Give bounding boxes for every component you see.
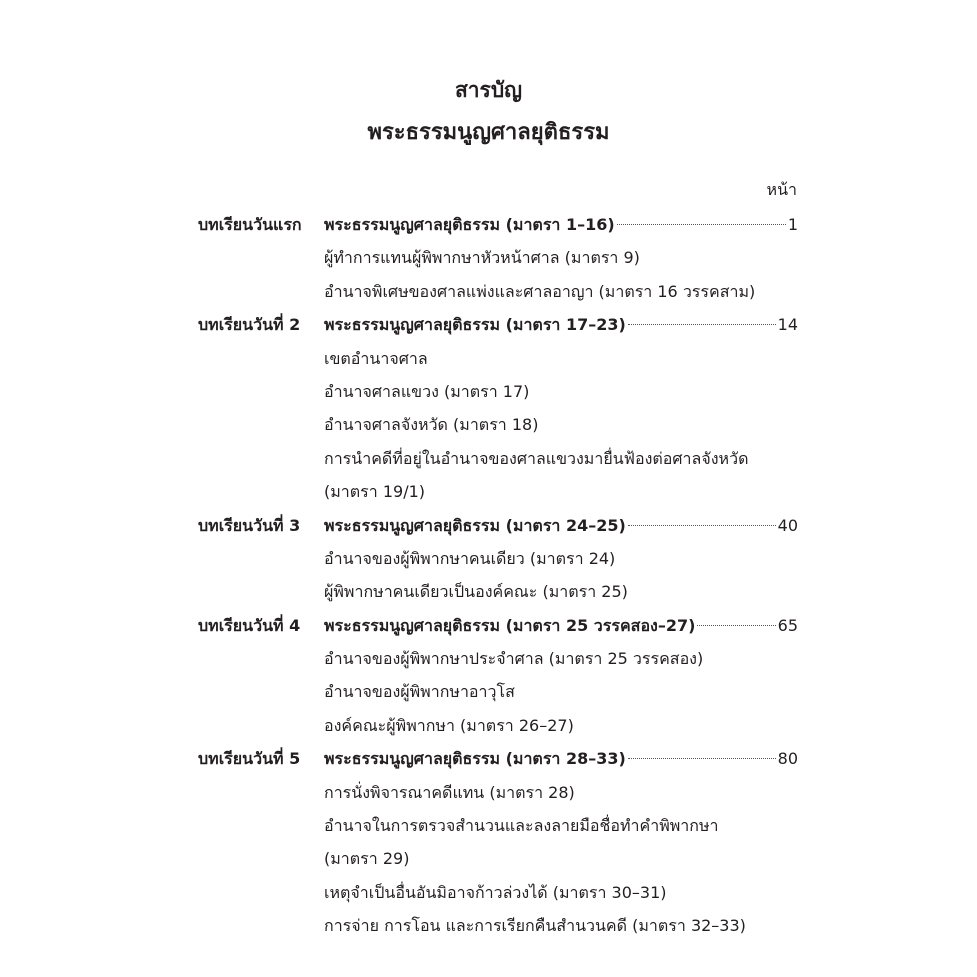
chapter-entry[interactable] [324,609,798,642]
chapter-label: บทเรียนวันแรก [198,215,302,234]
page-number: 14 [777,315,798,335]
sub-item-row [0,842,977,875]
dot-leader [628,324,776,325]
sub-item-row [0,275,977,308]
sub-item: อำนาจของผู้พิพากษาคนเดียว (มาตรา 24) [324,548,616,568]
chapter-row [0,308,977,341]
sub-item: องค์คณะผู้พิพากษา (มาตรา 26–27) [324,715,574,735]
sub-item: อำนาจพิเศษของศาลแพ่งและศาลอาญา (มาตรา 16 วรรคสาม) [324,281,756,301]
sub-item: อำนาจของผู้พิพากษาอาวุโส [324,682,515,702]
dot-leader [628,525,776,526]
page-title: สารบัญ [454,78,523,102]
dot-leader [697,625,775,626]
sub-item-row [0,675,977,708]
sub-item-row [0,575,977,608]
sub-item-row [0,776,977,809]
chapter-title: พระธรรมนูญศาลยุติธรรม (มาตรา 25 วรรคสอง–27) [324,615,696,635]
sub-item-row [0,542,977,575]
sub-item: อำนาจศาลจังหวัด (มาตรา 18) [324,415,539,435]
sub-item: การนั่งพิจารณาคดีแทน (มาตรา 28) [324,782,575,802]
sub-item-row [0,809,977,842]
sub-item: อำนาจในการตรวจสำนวนและลงลายมือชื่อทำคำพิพากษา [324,816,719,836]
page-number: 65 [777,615,798,635]
sub-item-row [0,342,977,375]
sub-item: การจ่าย การโอน และการเรียกคืนสำนวนคดี (มาตรา 32–33) [324,916,746,936]
chapter-label: บทเรียนวันที่ 5 [198,749,301,769]
sub-item-row [0,442,977,475]
chapter-row [0,208,977,241]
sub-item: (มาตรา 19/1) [324,482,425,502]
sub-item: เหตุจำเป็นอื่นอันมิอาจก้าวล่วงได้ (มาตรา 30–31) [324,882,667,902]
page-number: 40 [777,515,798,535]
sub-item: อำนาจของผู้พิพากษาประจำศาล (มาตรา 25 วรรคสอง) [324,649,704,669]
chapter-entry[interactable] [324,208,798,241]
sub-item: อำนาจศาลแขวง (มาตรา 17) [324,381,530,401]
sub-item: ผู้ทำการแทนผู้พิพากษาหัวหน้าศาล (มาตรา 9) [324,248,640,268]
chapter-entry[interactable] [324,742,798,775]
chapter-label: บทเรียนวันที่ 3 [198,515,301,535]
chapter-entry[interactable] [324,509,798,542]
sub-item-row [0,909,977,942]
chapter-title: พระธรรมนูญศาลยุติธรรม (มาตรา 28–33) [324,749,626,769]
sub-item-row [0,475,977,508]
sub-item: การนำคดีที่อยู่ในอำนาจของศาลแขวงมายื่นฟ้องต่อศาลจังหวัด [324,448,749,468]
sub-item-row [0,876,977,909]
sub-item-row [0,375,977,408]
sub-item-row [0,241,977,274]
chapter-row [0,509,977,542]
page-subtitle: พระธรรมนูญศาลยุติธรรม [367,120,610,145]
table-of-contents [0,208,977,943]
sub-item: (มาตรา 29) [324,849,410,869]
sub-item: เขตอำนาจศาล [324,348,428,368]
chapter-label: บทเรียนวันที่ 4 [198,615,301,635]
chapter-row [0,742,977,775]
sub-item: ผู้พิพากษาคนเดียวเป็นองค์คณะ (มาตรา 25) [324,582,628,602]
sub-item-row [0,408,977,441]
chapter-row [0,609,977,642]
chapter-label: บทเรียนวันที่ 2 [198,315,301,335]
page-column-label: หน้า [766,180,797,199]
chapter-title: พระธรรมนูญศาลยุติธรรม (มาตรา 24–25) [324,515,626,535]
chapter-title: พระธรรมนูญศาลยุติธรรม (มาตรา 17–23) [324,315,626,335]
dot-leader [617,224,786,225]
dot-leader [628,758,776,759]
chapter-entry[interactable] [324,308,798,341]
sub-item-row [0,642,977,675]
chapter-title: พระธรรมนูญศาลยุติธรรม (มาตรา 1–16) [324,215,615,234]
page-number: 1 [787,215,798,234]
sub-item-row [0,709,977,742]
page-number: 80 [777,749,798,769]
